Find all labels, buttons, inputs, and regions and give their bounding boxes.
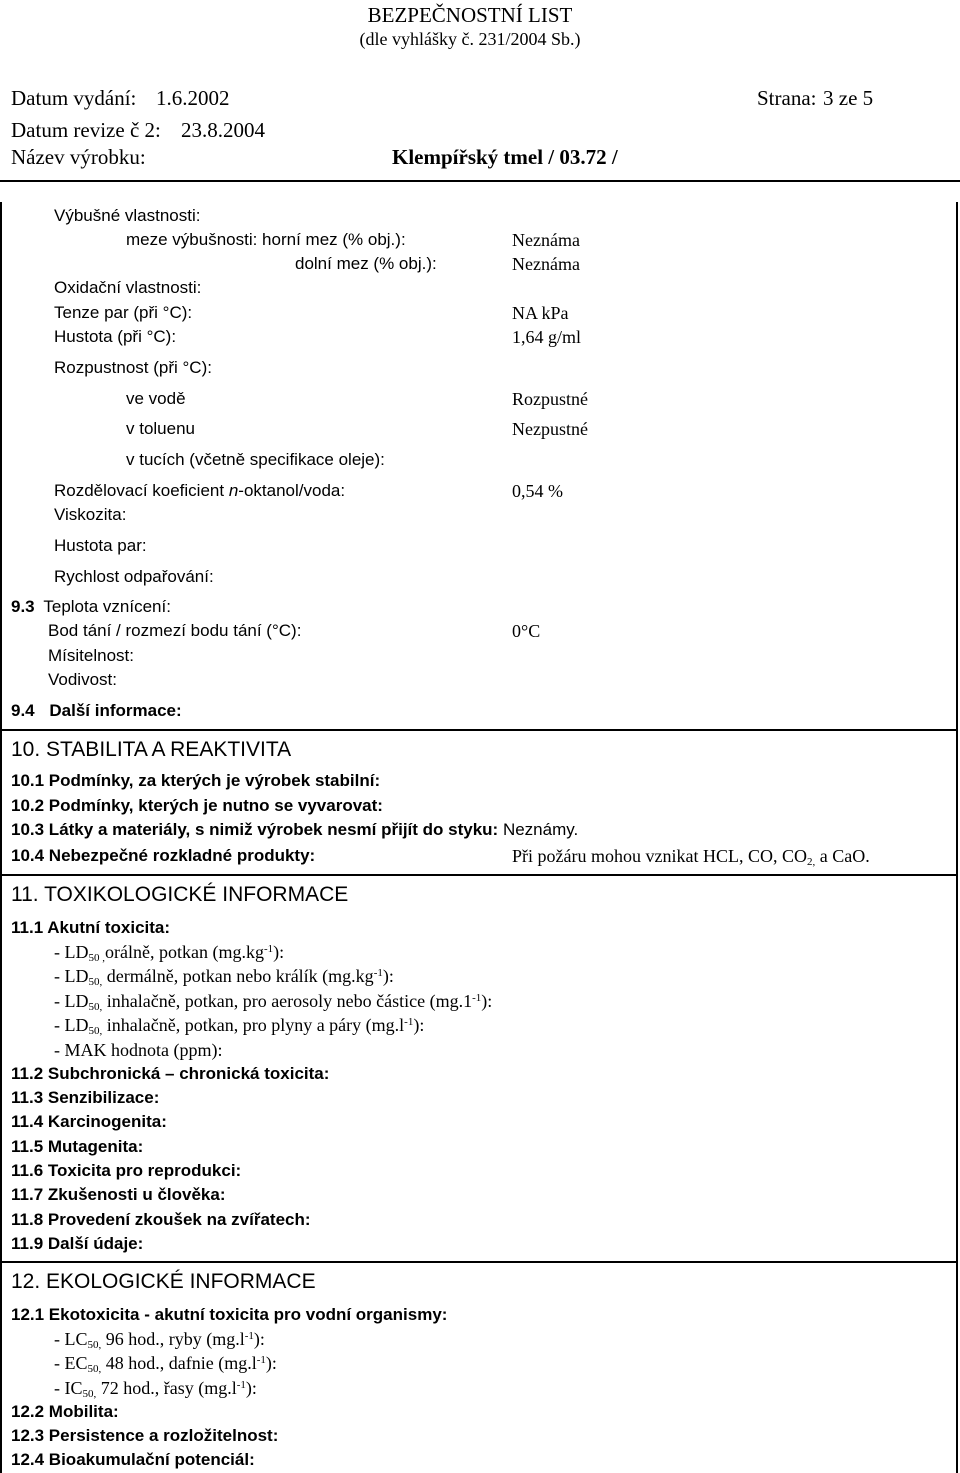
melting-point-label: Bod tání / rozmezí bodu tání (°C): bbox=[48, 621, 302, 640]
section-11-4: 11.4 Karcinogenita: bbox=[11, 1112, 167, 1131]
ec-close: ): bbox=[265, 1353, 277, 1373]
viscosity-label: Viskozita: bbox=[54, 505, 127, 524]
ld50-inhalation-aerosol bbox=[54, 991, 492, 1012]
section-10-2: 10.2 Podmínky, kterých je nutno se vyvarovat: bbox=[11, 796, 383, 815]
ld-prefix: - LD bbox=[54, 966, 89, 986]
ec-prefix: - EC bbox=[54, 1353, 88, 1373]
section-11-2: 11.2 Subchronická – chronická toxicita: bbox=[11, 1064, 330, 1083]
document-subtitle: (dle vyhlášky č. 231/2004 Sb.) bbox=[359, 29, 581, 49]
explosive-upper-label: meze výbušnosti: horní mez (% obj.): bbox=[126, 230, 406, 249]
section-9-4 bbox=[11, 701, 182, 721]
melting-point-value: 0°C bbox=[512, 621, 541, 641]
solubility-label: Rozpustnost (při °C): bbox=[54, 358, 212, 377]
evaporation-rate-label: Rychlost odpařování: bbox=[54, 567, 214, 586]
product-name: Klempířský tmel / 03.72 / bbox=[392, 145, 618, 169]
partition-coefficient-label bbox=[54, 481, 345, 501]
section-10-4-value bbox=[512, 846, 870, 867]
section-11-5: 11.5 Mutagenita: bbox=[11, 1137, 144, 1156]
ld-close: ): bbox=[413, 1015, 425, 1035]
miscibility-label: Mísitelnost: bbox=[48, 646, 134, 665]
ld-sup: -1 bbox=[263, 943, 274, 955]
ld-inh-aero-text: inhalačně, potkan, pro aerosoly nebo částice (mg.1 bbox=[102, 991, 473, 1011]
explosive-lower-label: dolní mez (% obj.): bbox=[295, 254, 437, 273]
partition-text-a: Rozdělovací koeficient bbox=[54, 481, 229, 500]
revision-date: 23.8.2004 bbox=[181, 118, 265, 142]
section-12-3: 12.3 Persistence a rozložitelnost: bbox=[11, 1426, 279, 1445]
section-12-heading: 12. EKOLOGICKÉ INFORMACE bbox=[11, 1270, 316, 1293]
lc-sup: -1 bbox=[244, 1330, 254, 1342]
section-9-3-label: Teplota vznícení: bbox=[43, 597, 171, 616]
solubility-toluene-value: Nezpustné bbox=[512, 419, 588, 439]
ld-sub: 50, bbox=[88, 1001, 103, 1013]
section-9-4-label: Další informace: bbox=[49, 701, 182, 720]
ld-close: ): bbox=[382, 966, 394, 986]
ld-oral-text: orálně, potkan (mg.kg bbox=[105, 942, 264, 962]
solubility-water-value: Rozpustné bbox=[512, 389, 588, 409]
lc-prefix: - LC bbox=[54, 1329, 88, 1349]
explosive-properties-label: Výbušné vlastnosti: bbox=[54, 206, 201, 225]
explosive-lower-value: Neznáma bbox=[512, 254, 580, 274]
section-10-heading: 10. STABILITA A REAKTIVITA bbox=[11, 738, 292, 761]
ic-close: ): bbox=[245, 1378, 257, 1398]
ld-prefix: - LD bbox=[54, 942, 89, 962]
section-divider-12 bbox=[0, 1261, 958, 1263]
ic-prefix: - IC bbox=[54, 1378, 83, 1398]
section-11-8: 11.8 Provedení zkoušek na zvířatech: bbox=[11, 1210, 311, 1229]
ic-text: 72 hod., řasy (mg.l bbox=[96, 1378, 237, 1398]
solubility-water-label: ve vodě bbox=[126, 389, 186, 408]
issue-date: 1.6.2002 bbox=[156, 86, 230, 110]
section-10-1: 10.1 Podmínky, za kterých je výrobek stabilní: bbox=[11, 771, 381, 790]
ld-sub: 50, bbox=[88, 1025, 103, 1037]
section-11-1: 11.1 Akutní toxicita: bbox=[11, 918, 171, 937]
lc-text: 96 hod., ryby (mg.l bbox=[101, 1329, 245, 1349]
ic50-algae bbox=[54, 1378, 257, 1399]
density-label: Hustota (při °C): bbox=[54, 327, 177, 346]
ld-sub: 50 , bbox=[88, 952, 105, 964]
ld-sup: -1 bbox=[373, 967, 383, 979]
section-11-3: 11.3 Senzibilizace: bbox=[11, 1088, 160, 1107]
lc-sub: 50, bbox=[87, 1339, 102, 1351]
lc50-fish bbox=[54, 1329, 265, 1350]
partition-coefficient-value: 0,54 % bbox=[512, 481, 563, 501]
section-10-3-label: 10.3 Látky a materiály, s nimiž výrobek nesmí přijít do styku: bbox=[11, 820, 499, 839]
conductivity-label: Vodivost: bbox=[48, 670, 117, 689]
issue-date-label: Datum vydání: bbox=[11, 86, 137, 110]
ec-sup: -1 bbox=[256, 1354, 266, 1366]
ld50-dermal bbox=[54, 966, 394, 987]
oxidizing-label: Oxidační vlastnosti: bbox=[54, 278, 202, 297]
section-11-9: 11.9 Další údaje: bbox=[11, 1234, 144, 1253]
partition-text-b: -oktanol/voda: bbox=[238, 481, 346, 500]
explosive-upper-value: Neznáma bbox=[512, 230, 580, 250]
section-11-heading: 11. TOXIKOLOGICKÉ INFORMACE bbox=[11, 883, 349, 906]
frame-left-line bbox=[0, 202, 2, 1473]
section-11-6: 11.6 Toxicita pro reprodukci: bbox=[11, 1161, 242, 1180]
section-10-4-value-sub: 2, bbox=[806, 856, 816, 868]
page-label: Strana: bbox=[757, 86, 817, 110]
solubility-fats-label: v tucích (včetně specifikace oleje): bbox=[126, 450, 385, 469]
section-12-4: 12.4 Bioakumulační potenciál: bbox=[11, 1450, 255, 1469]
product-label: Název výrobku: bbox=[11, 145, 146, 169]
ld50-inhalation-gas bbox=[54, 1015, 424, 1036]
lc-close: ): bbox=[253, 1329, 265, 1349]
page-value: 3 ze 5 bbox=[823, 86, 874, 110]
section-divider-11 bbox=[0, 874, 958, 876]
partition-text-n: n bbox=[228, 481, 239, 500]
section-9-3-number: 9.3 bbox=[11, 597, 35, 616]
section-10-3-value: Neznámy. bbox=[498, 820, 579, 839]
frame-right-line bbox=[956, 202, 958, 1473]
section-9-3 bbox=[11, 597, 171, 617]
mak-value: - MAK hodnota (ppm): bbox=[54, 1040, 223, 1060]
section-10-4-value-a: Při požáru mohou vznikat HCL, CO, CO bbox=[512, 846, 807, 866]
ld-dermal-text: dermálně, potkan nebo králík (mg.kg bbox=[102, 966, 374, 986]
section-10-3 bbox=[11, 820, 578, 840]
ld-sup: -1 bbox=[404, 1016, 414, 1028]
section-10-4: 10.4 Nebezpečné rozkladné produkty: bbox=[11, 846, 316, 865]
section-divider-10 bbox=[0, 729, 958, 731]
ic-sup: -1 bbox=[236, 1379, 246, 1391]
header-rule bbox=[0, 180, 960, 182]
section-9-4-number: 9.4 bbox=[11, 701, 35, 720]
ec-sub: 50, bbox=[87, 1363, 102, 1375]
ld-prefix: - LD bbox=[54, 1015, 89, 1035]
section-11-7: 11.7 Zkušenosti u člověka: bbox=[11, 1185, 226, 1204]
ld-close: ): bbox=[273, 942, 285, 962]
ld-inh-gas-text: inhalačně, potkan, pro plyny a páry (mg.l bbox=[102, 1015, 405, 1035]
ic-sub: 50, bbox=[82, 1388, 97, 1400]
vapor-pressure-value: NA kPa bbox=[512, 303, 569, 323]
ec-text: 48 hod., dafnie (mg.l bbox=[101, 1353, 257, 1373]
section-10-4-value-b: a CaO. bbox=[815, 846, 870, 866]
revision-date-label: Datum revize č 2: bbox=[11, 118, 161, 142]
ld-sub: 50, bbox=[88, 976, 103, 988]
ld50-oral bbox=[54, 942, 284, 963]
density-value: 1,64 g/ml bbox=[512, 327, 582, 347]
vapor-density-label: Hustota par: bbox=[54, 536, 147, 555]
solubility-toluene-label: v toluenu bbox=[126, 419, 195, 438]
document-title: BEZPEČNOSTNÍ LIST bbox=[367, 3, 573, 27]
vapor-pressure-label: Tenze par (při °C): bbox=[54, 303, 193, 322]
ld-sup: -1 bbox=[472, 992, 482, 1004]
ld-close: ): bbox=[481, 991, 493, 1011]
ec50-daphnia bbox=[54, 1353, 277, 1374]
section-12-2: 12.2 Mobilita: bbox=[11, 1402, 119, 1421]
ld-prefix: - LD bbox=[54, 991, 89, 1011]
section-12-1: 12.1 Ekotoxicita - akutní toxicita pro vodní organismy: bbox=[11, 1305, 448, 1324]
